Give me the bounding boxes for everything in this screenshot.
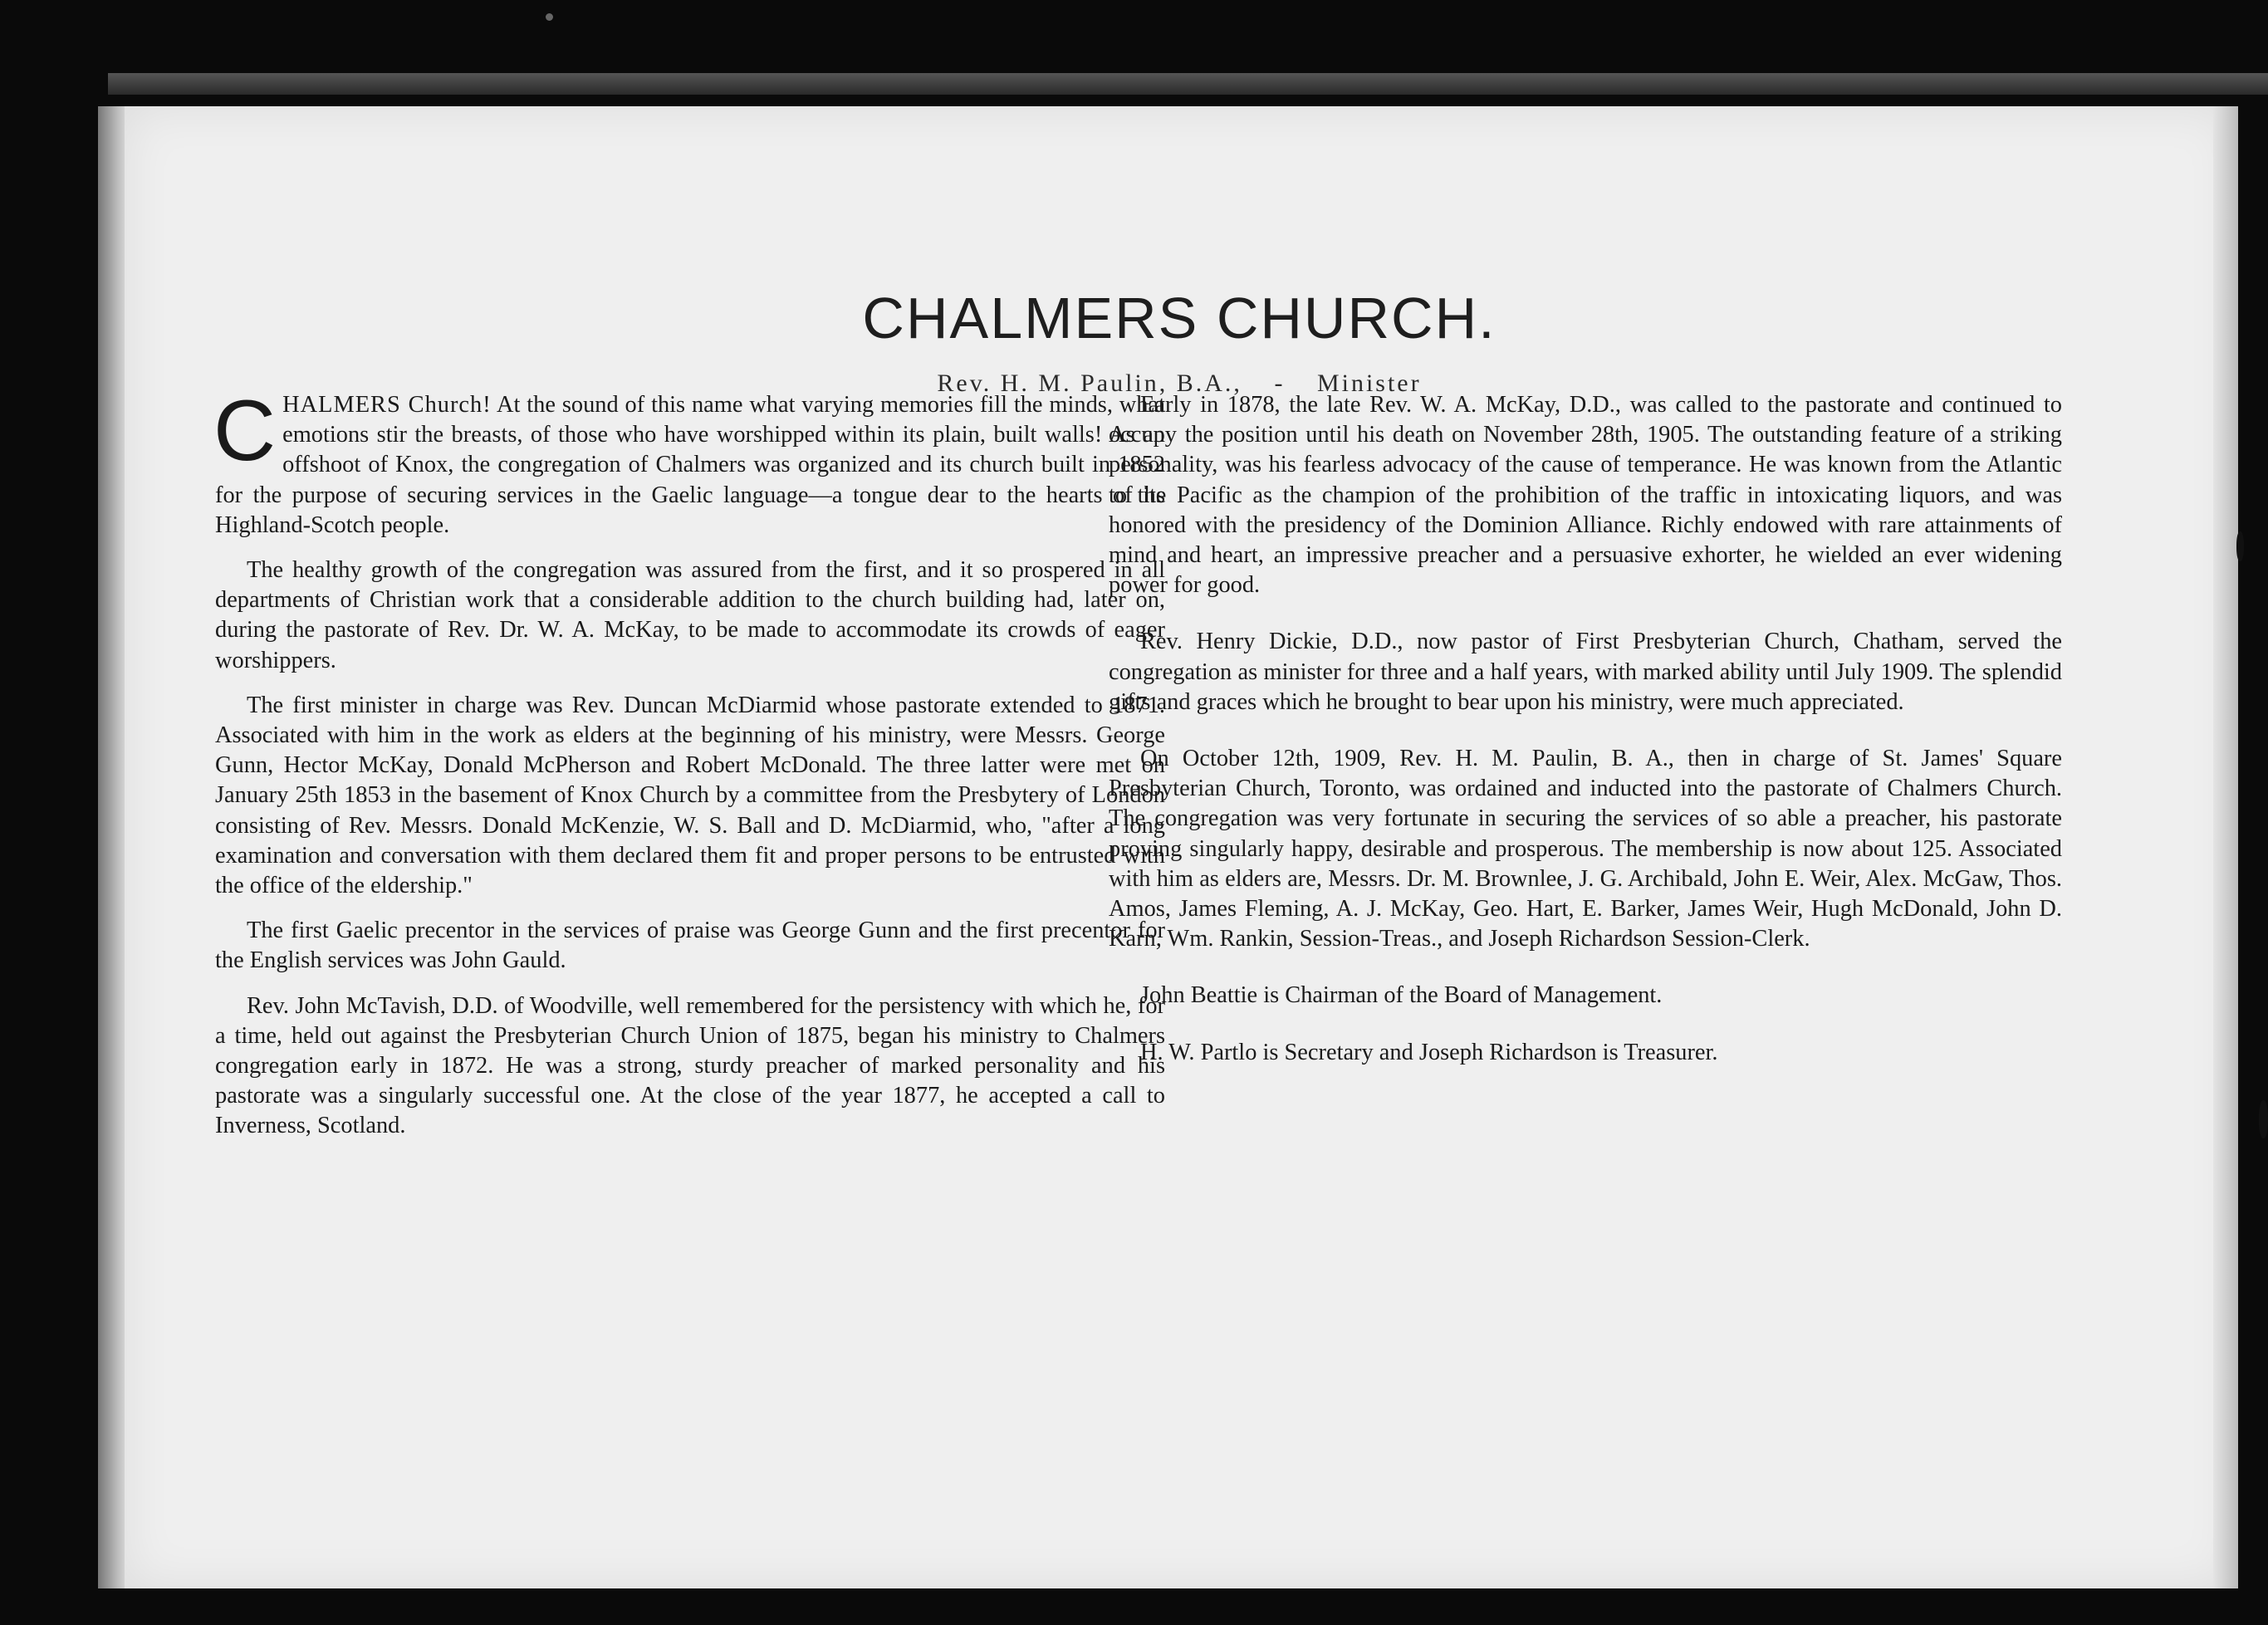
paragraph: John Beattie is Chairman of the Board of Management.	[1140, 982, 1663, 1009]
paragraph: Rev. John McTavish, D.D. of Woodville, well remembered for the persistency with which he, for a time, held out against the Presbyterian Church Union of 1875, began his ministry to Chalmers congregation early in 1872. He was a strong, sturdy preacher of marked personality and his pastorate was a singularly successful one. At the close of the year 1877, he accepted a call to Inverness, Scotland.	[215, 992, 1165, 1139]
page-title: CHALMERS CHURCH.	[862, 286, 1496, 350]
scan-speck	[546, 13, 553, 21]
drop-cap: C	[213, 383, 277, 479]
paragraph: Rev. Henry Dickie, D.D., now pastor of First Presbyterian Church, Chatham, served the congregation as minister for three and a half years, with marked ability until July 1909. The splendid gifts and graces which he brought to bear upon his ministry, were much appreciated.	[1109, 629, 2062, 715]
paragraph: H. W. Partlo is Secretary and Joseph Richardson is Treasurer.	[1140, 1039, 1718, 1065]
paragraph: The healthy growth of the congregation was assured from the first, and it so prospered in all departments of Christian work that a considerable addition to the church building had, later on, during the pastorate of Rev. Dr. W. A. McKay, to be made to accommodate its crowds of eager worshippers.	[215, 557, 1165, 673]
page-edge-right	[2213, 106, 2238, 1588]
minister-name: Rev. H. M. Paulin, B.A.,	[937, 370, 1242, 397]
paragraph: The first minister in charge was Rev. Duncan McDiarmid whose pastorate extended to 1871. Associated with him in the work as elders at the beginning of his ministry, were Messrs. George Gunn, Hector McKay, Donald McPherson and Robert McDonald. The three latter were met on January 25th 1853 in the basement of Knox Church by a committee from the Presbytery of London consisting of Rev. Messrs. Donald McKenzie, W. S. Ball and D. McDiarmid, who, "after a long examination and conversation with them declared them fit and proper persons to be entrusted with the office of the eldership."	[215, 692, 1165, 899]
paragraph: The first Gaelic precentor in the services of praise was George Gunn and the first precentor for the English services was John Gauld.	[215, 918, 1165, 974]
edge-mark	[2236, 531, 2244, 561]
paragraph: On October 12th, 1909, Rev. H. M. Paulin, B. A., then in charge of St. James' Square Presbyterian Church, Toronto, was ordained and inducted into the pastorate of Chalmers Church. The congregation was very fortunate in securing the services of so able a preacher, his pastorate proving singularly happy, desirable and prosperous. The membership is now about 125. Associated with him as elders are, Messrs. Dr. M. Brownlee, J. G. Archibald, John E. Weir, Alex. McGaw, Thos. Amos, James Fleming, A. J. McKay, Geo. Hart, E. Barker, James Weir, Hugh McDonald, John D. Karn, Wm. Rankin, Session-Treas., and Joseph Richardson Session-Clerk.	[1109, 746, 2062, 952]
paragraph-intro	[213, 383, 1165, 541]
left-column	[213, 383, 1165, 1142]
lead-text: At the sound of this name what varying memories fill the minds, what emotions stir the breasts, of those who have worshipped within its plain, built walls! As an offshoot of Knox, the congregation of Chalmers was organized and its church built in 1852 for the purpose of securing services in the Gaelic language—a tongue dear to the hearts of its Highland-Scotch people.	[215, 392, 1165, 538]
paragraph: Early in 1878, the late Rev. W. A. McKay, D.D., was called to the pastorate and continued to occupy the position until his death on November 28th, 1905. The outstanding feature of a striking personality, was his fearless advocacy of the cause of temperance. He was known from the Atlantic to the Pacific as the champion of the prohibition of the traffic in intoxicating liquors, and was honored with the presidency of the Dominion Alliance. Richly endowed with rare attainments of mind and heart, an impressive preacher and a persuasive exhorter, he wielded an ever widening power for good.	[1109, 392, 2062, 599]
minister-role: Minister	[1316, 370, 1422, 397]
edge-mark	[2259, 1100, 2268, 1138]
lead-words: HALMERS Church!	[282, 392, 492, 418]
subtitle-separator: -	[1274, 370, 1286, 397]
right-column	[1109, 390, 2062, 1068]
scan-border-top	[108, 73, 2268, 95]
